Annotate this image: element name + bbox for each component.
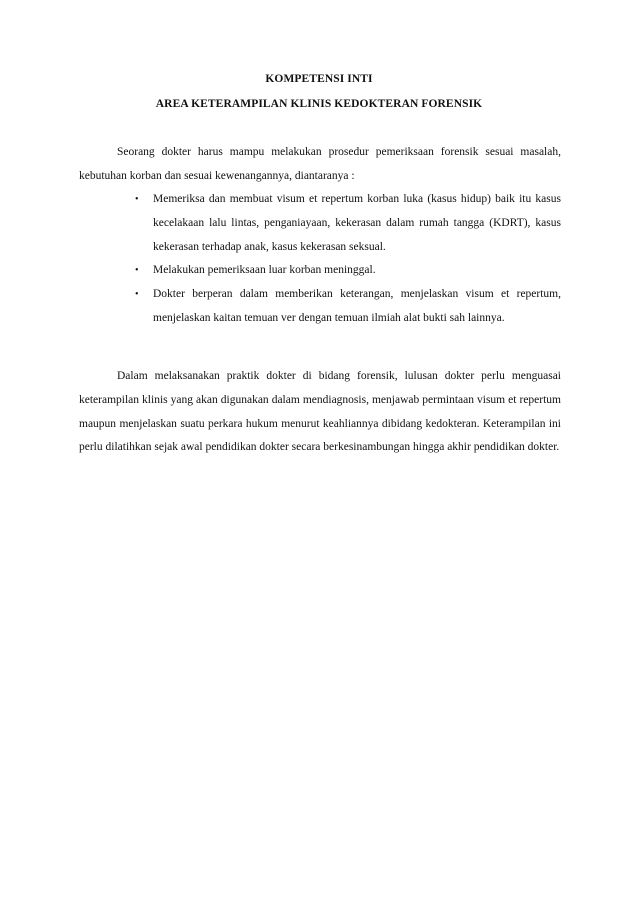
- document-subtitle: AREA KETERAMPILAN KLINIS KEDOKTERAN FORENSIK: [155, 98, 483, 110]
- competency-list: [79, 188, 561, 331]
- bullet-icon: •: [135, 265, 139, 277]
- list-item: [79, 188, 561, 259]
- list-item-text: Memeriksa dan membuat visum et repertum korban luka (kasus hidup) baik itu kasus kecelakaan lalu lintas, penganiayaan, kekerasan dalam rumah tangga (KDRT), kasus kekerasan terhadap anak, kasus kekerasan seksual.: [153, 193, 561, 253]
- document-title: KOMPETENSI INTI: [265, 73, 373, 85]
- list-item: [79, 283, 561, 331]
- bullet-icon: •: [135, 194, 139, 205]
- intro-paragraph: Seorang dokter harus mampu melakukan prosedur pemeriksaan forensik sesuai masalah, kebutuhan korban dan sesuai kewenangannya, diantaranya :: [79, 146, 561, 182]
- list-item-text: Dokter berperan dalam memberikan keterangan, menjelaskan visum et repertum, menjelaskan kaitan temuan ver dengan temuan ilmiah alat bukti sah lainnya.: [153, 288, 561, 324]
- closing-paragraph: Dalam melaksanakan praktik dokter di bidang forensik, lulusan dokter perlu menguasai keterampilan klinis yang akan digunakan dalam mendiagnosis, menjawab permintaan visum et repertum maupun menjelaskan suatu perkara hukum menurut keahliannya dibidang kedokteran. Keterampilan ini perlu dilatihkan sejak awal pendidikan dokter secara berkesinambungan hingga akhir pendidikan dokter.: [79, 370, 561, 454]
- list-item: [79, 259, 561, 283]
- list-item-text: Melakukan pemeriksaan luar korban meninggal.: [153, 264, 376, 277]
- bullet-icon: •: [135, 289, 139, 301]
